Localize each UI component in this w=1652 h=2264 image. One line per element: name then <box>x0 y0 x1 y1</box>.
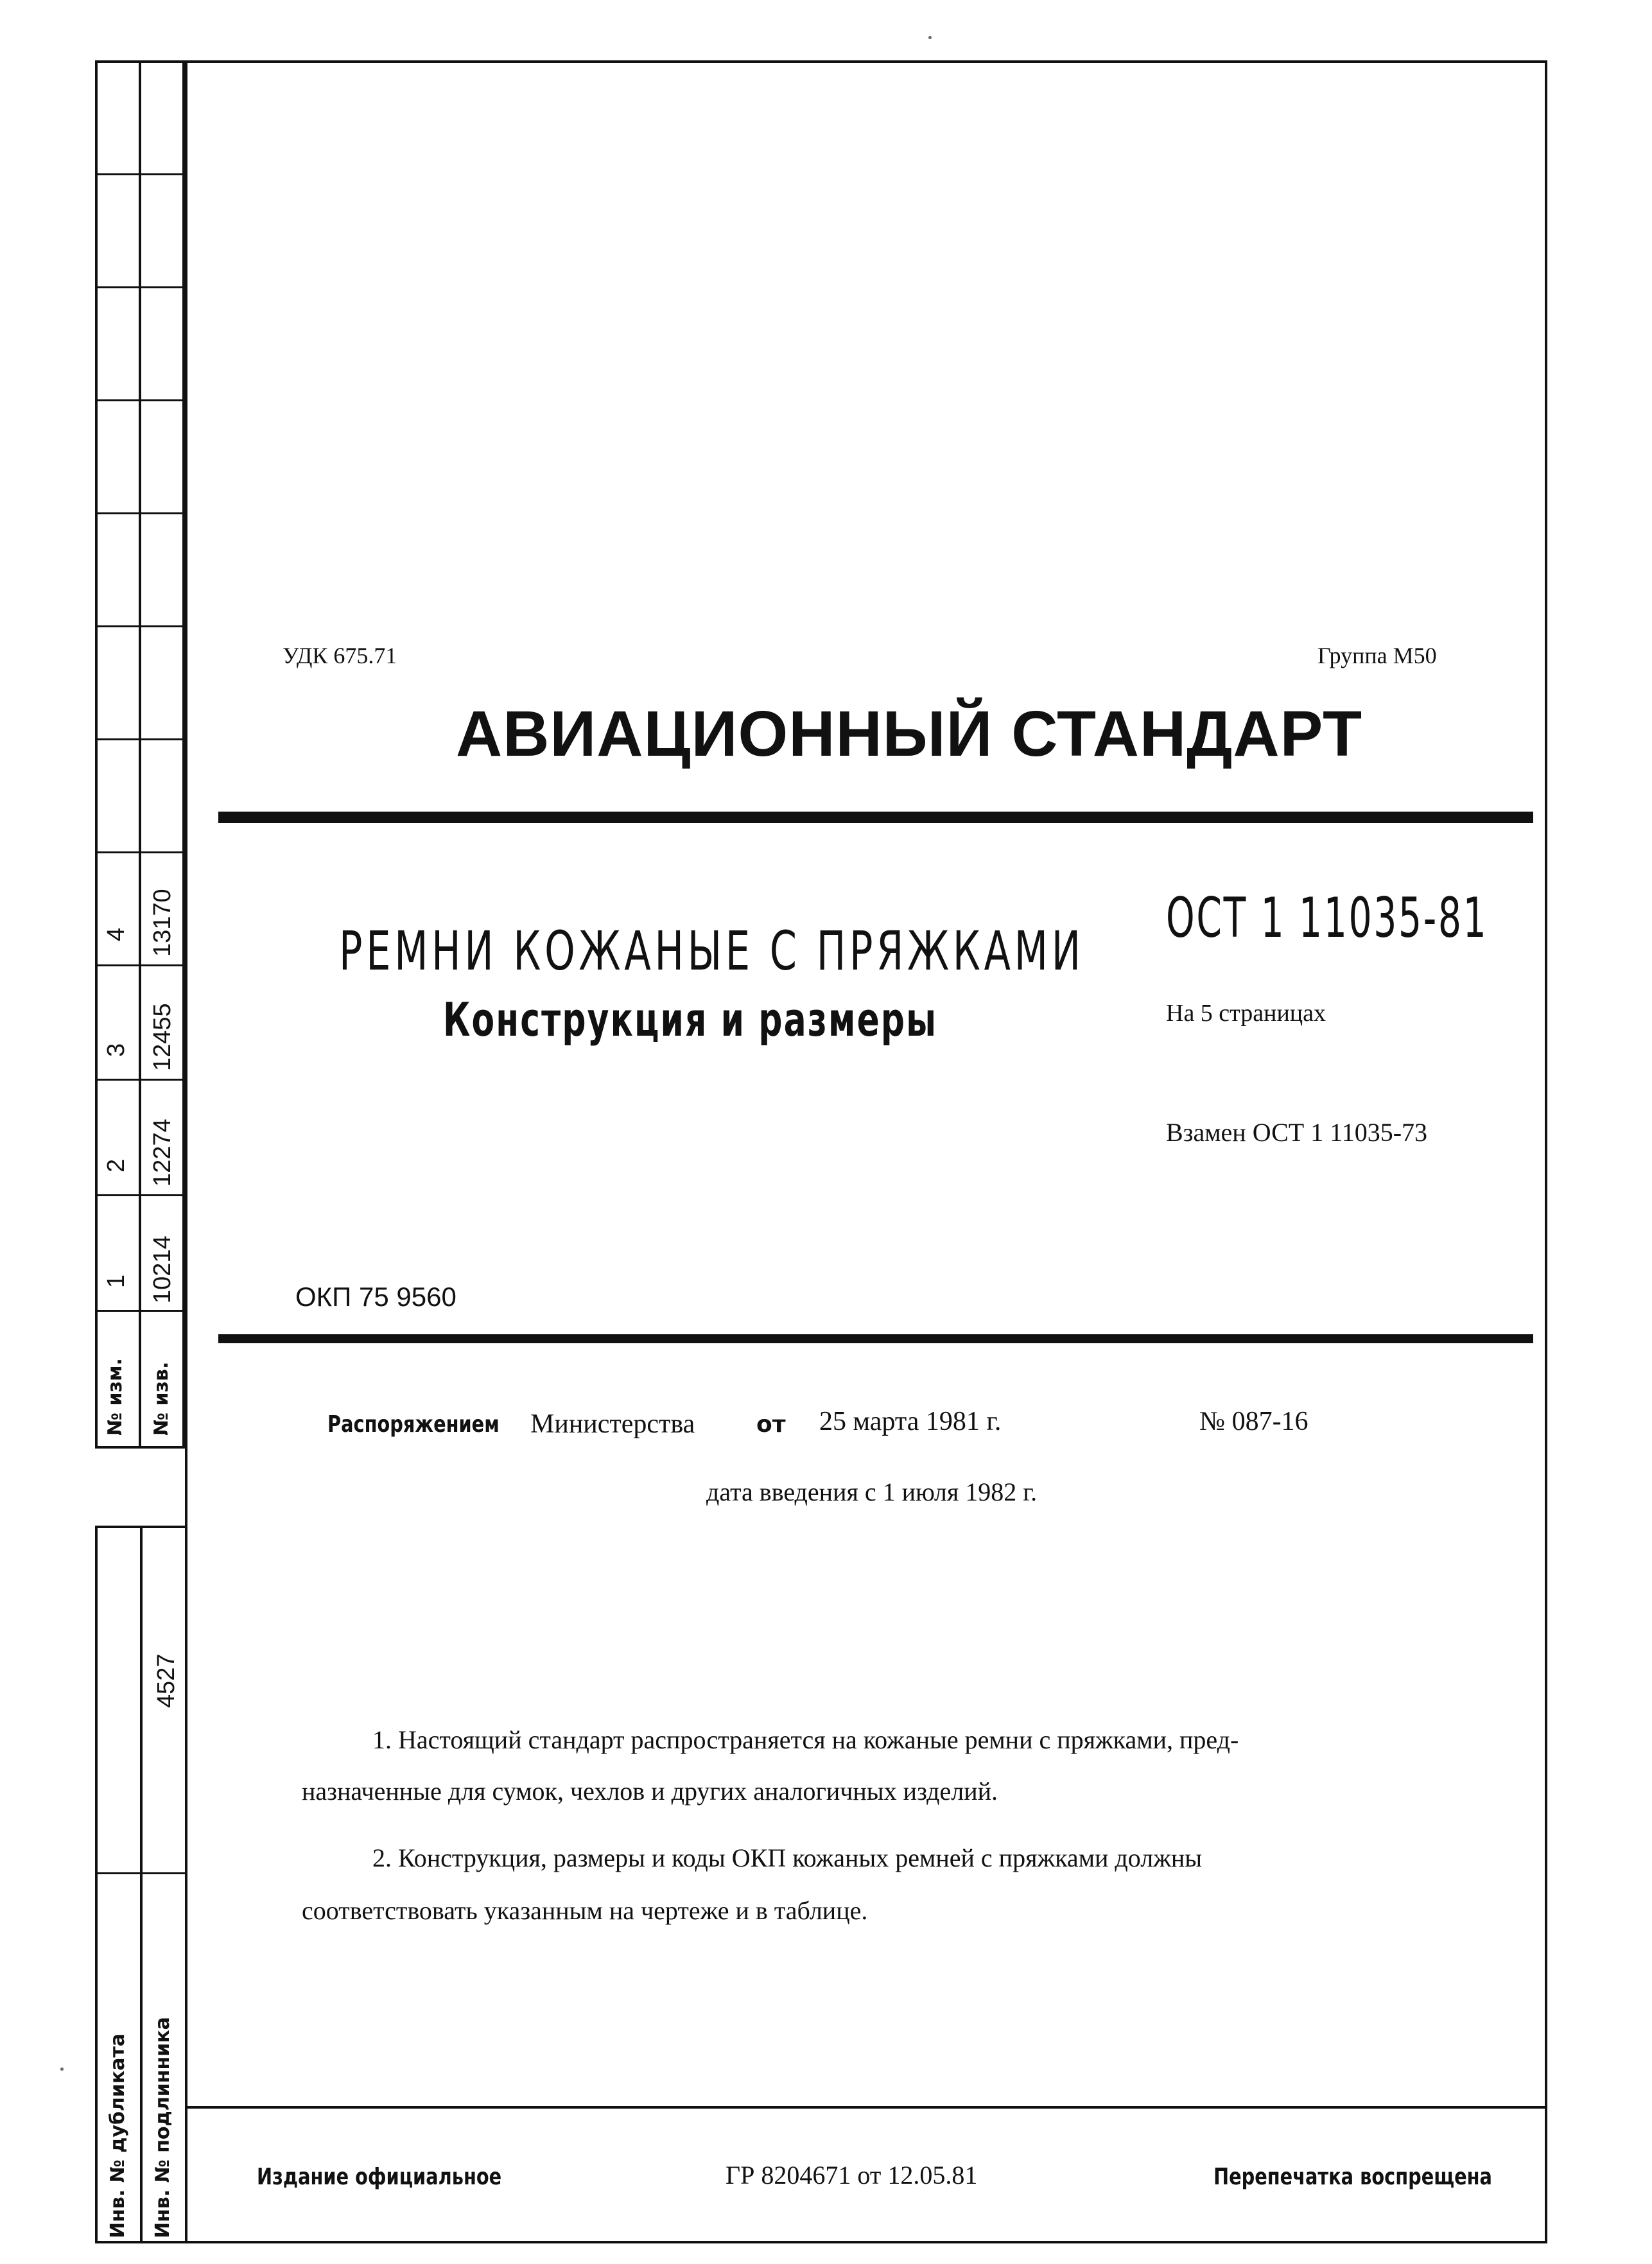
original-inventory-number: 4527 <box>153 1653 180 1708</box>
scan-speck <box>928 36 932 39</box>
notice-number-2: 12274 <box>149 1119 176 1187</box>
margin-cell-line <box>95 851 185 853</box>
revision-column-changes <box>95 60 139 1449</box>
notice-number-3: 12455 <box>149 1003 176 1071</box>
change-number-1: 1 <box>103 1274 130 1288</box>
notice-label: № изв. <box>150 1361 173 1436</box>
order-from-word: от <box>756 1411 786 1438</box>
margin-cell-line <box>95 738 185 740</box>
margin-cell-line <box>95 286 185 288</box>
order-number: № 087-16 <box>1199 1407 1309 1436</box>
title-block-rule <box>218 1334 1533 1343</box>
duplicate-inventory-label: Инв. № дубликата <box>107 2033 129 2238</box>
document-title: РЕМНИ КОЖАНЫЕ С ПРЯЖКАМИ <box>339 919 1084 982</box>
order-date: 25 марта 1981 г. <box>819 1407 1002 1436</box>
paragraph-2-line-2: соответствовать указанным на чертеже и в таблице. <box>302 1896 868 1925</box>
order-label: Распоряжением <box>327 1411 500 1438</box>
standard-type-heading: АВИАЦИОННЫЙ СТАНДАРТ <box>456 698 1363 770</box>
margin-cell-line <box>95 1310 185 1312</box>
page-count: На 5 страницах <box>1166 1000 1326 1027</box>
notice-number-4: 13170 <box>149 889 176 957</box>
archive-divider <box>140 1526 143 2243</box>
footer-registration: ГР 8204671 от 12.05.81 <box>726 2161 978 2190</box>
change-label: № изм. <box>104 1358 126 1436</box>
original-inventory-label: Инв. № подлинника <box>152 2017 174 2238</box>
footer-official-edition: Издание официальное <box>257 2164 502 2190</box>
change-number-3: 3 <box>103 1043 130 1057</box>
introduction-date: дата введения с 1 июля 1982 г. <box>706 1477 1038 1506</box>
margin-cell-line <box>95 1079 185 1081</box>
header-rule <box>218 812 1533 823</box>
margin-cell-line <box>95 512 185 514</box>
margin-cell-line <box>95 399 185 401</box>
udk-code: УДК 675.71 <box>283 643 397 668</box>
scan-speck <box>60 2068 64 2071</box>
standard-designation: ОСТ 1 11035-81 <box>1166 886 1488 950</box>
document-subtitle: Конструкция и размеры <box>443 993 938 1047</box>
footer-rule <box>185 2106 1547 2109</box>
change-number-4: 4 <box>103 927 130 941</box>
group-code: Группа М50 <box>1317 643 1437 668</box>
order-ministry: Министерства <box>530 1409 695 1439</box>
margin-cell-line <box>95 173 185 175</box>
margin-cell-line <box>95 625 185 627</box>
okp-code: ОКП 75 9560 <box>295 1282 456 1312</box>
paragraph-1-line-1: 1. Настоящий стандарт распространяется на кожаные ремни с пряжками, пред- <box>372 1725 1239 1754</box>
margin-cell-line <box>95 964 185 966</box>
replaces-standard: Взамен ОСТ 1 11035-73 <box>1166 1118 1428 1147</box>
footer-reprint-notice: Перепечатка воспрещена <box>1213 2164 1492 2190</box>
archive-cell-line <box>95 1872 187 1874</box>
change-number-2: 2 <box>103 1158 130 1172</box>
paragraph-1-line-2: назначенные для сумок, чехлов и других аналогичных изделий. <box>302 1777 998 1806</box>
paragraph-2-line-1: 2. Конструкция, размеры и коды ОКП кожаных ремней с пряжками должны <box>372 1843 1203 1872</box>
notice-number-1: 10214 <box>149 1235 176 1303</box>
margin-cell-line <box>95 1194 185 1196</box>
